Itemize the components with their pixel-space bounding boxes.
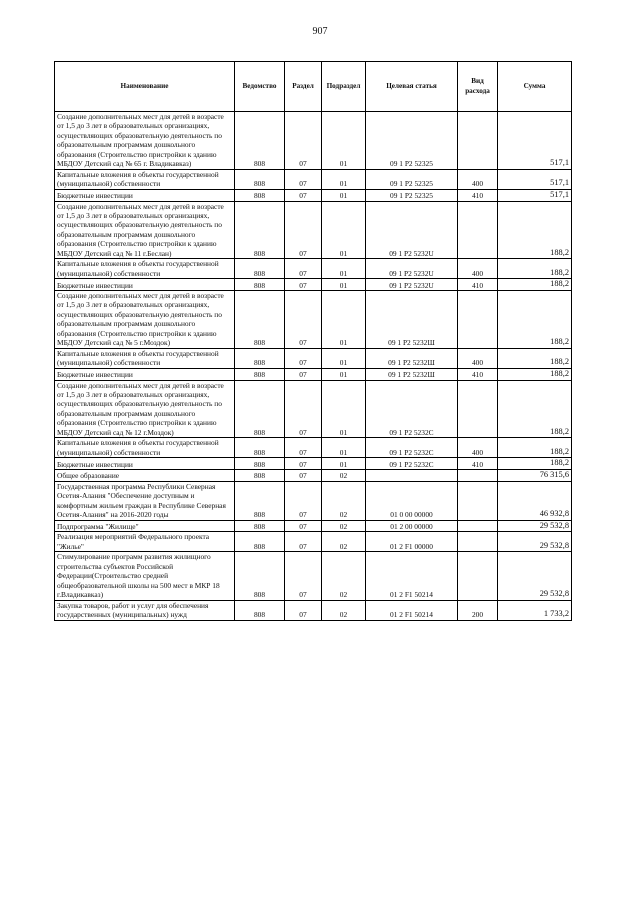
cell-name: Бюджетные инвестиции (55, 458, 235, 470)
cell-expense-type (458, 470, 498, 482)
header-sum: Сумма (498, 62, 572, 112)
cell-expense-type: 400 (458, 169, 498, 189)
cell-sum: 517,1 (498, 112, 572, 170)
table-row (55, 348, 572, 368)
cell-sum: 1 733,2 (498, 600, 572, 620)
table-header-row (55, 62, 572, 112)
table-row (55, 600, 572, 620)
header-name: Наименование (55, 62, 235, 112)
cell-section: 07 (285, 112, 322, 170)
cell-target-article: 09 1 P2 5232U (366, 201, 458, 259)
cell-expense-type: 400 (458, 348, 498, 368)
cell-expense-type: 400 (458, 438, 498, 458)
cell-subsection: 01 (322, 189, 366, 201)
cell-name: Общее образование (55, 470, 235, 482)
cell-subsection: 01 (322, 438, 366, 458)
cell-section: 07 (285, 169, 322, 189)
cell-subsection: 01 (322, 259, 366, 279)
cell-subsection: 01 (322, 380, 366, 438)
cell-subsection: 02 (322, 532, 366, 552)
cell-sum: 188,2 (498, 368, 572, 380)
cell-department: 808 (235, 481, 285, 520)
cell-section: 07 (285, 470, 322, 482)
cell-target-article: 09 1 P2 5232Ш (366, 368, 458, 380)
cell-name: Создание дополнительных мест для детей в возрасте от 1,5 до 3 лет в образовательных организациях, осуществляющих образовательную деятельность по образовательным программам дошкольного образования (Строительство пристройки к зданию МБДОУ Детский сад № 65 г. Владикавказ) (55, 112, 235, 170)
cell-subsection: 02 (322, 552, 366, 600)
cell-department: 808 (235, 259, 285, 279)
cell-subsection: 02 (322, 470, 366, 482)
cell-name: Создание дополнительных мест для детей в возрасте от 1,5 до 3 лет в образовательных организациях, осуществляющих образовательную деятельность по образовательным программам дошкольного образования (Строительство пристройки к зданию МБДОУ Детский сад № 11 г.Беслан) (55, 201, 235, 259)
cell-subsection: 01 (322, 291, 366, 349)
cell-name: Бюджетные инвестиции (55, 368, 235, 380)
budget-table (54, 61, 572, 621)
cell-sum: 188,2 (498, 259, 572, 279)
cell-name: Государственная программа Республики Северная Осетия-Алания "Обеспечение доступным и комфортным жильем граждан в Республике Северная Осетия-Алания" на 2016-2020 годы (55, 481, 235, 520)
table-row (55, 169, 572, 189)
cell-target-article: 09 1 P2 52325 (366, 189, 458, 201)
table-row (55, 470, 572, 482)
cell-expense-type: 400 (458, 259, 498, 279)
cell-sum: 76 315,6 (498, 470, 572, 482)
cell-expense-type: 410 (458, 279, 498, 291)
cell-expense-type: 410 (458, 368, 498, 380)
cell-subsection: 01 (322, 169, 366, 189)
cell-target-article: 09 1 P2 5232С (366, 438, 458, 458)
cell-name: Закупка товаров, работ и услуг для обеспечения государственных (муниципальных) нужд (55, 600, 235, 620)
header-department: Ведомство (235, 62, 285, 112)
cell-expense-type (458, 291, 498, 349)
cell-sum: 29 532,8 (498, 552, 572, 600)
cell-expense-type: 410 (458, 458, 498, 470)
cell-expense-type (458, 552, 498, 600)
cell-department: 808 (235, 112, 285, 170)
cell-target-article (366, 470, 458, 482)
cell-target-article: 01 2 F1 50214 (366, 552, 458, 600)
cell-subsection: 02 (322, 600, 366, 620)
cell-section: 07 (285, 259, 322, 279)
cell-department: 808 (235, 348, 285, 368)
cell-name: Бюджетные инвестиции (55, 189, 235, 201)
cell-name: Создание дополнительных мест для детей в возрасте от 1,5 до 3 лет в образовательных организациях, осуществляющих образовательную деятельность по образовательным программам дошкольного образования (Строительство пристройки к зданию МБДОУ Детский сад № 12 г.Моздок) (55, 380, 235, 438)
cell-department: 808 (235, 532, 285, 552)
cell-department: 808 (235, 201, 285, 259)
cell-expense-type (458, 380, 498, 438)
cell-target-article: 01 2 F1 50214 (366, 600, 458, 620)
cell-department: 808 (235, 458, 285, 470)
cell-section: 07 (285, 201, 322, 259)
cell-department: 808 (235, 438, 285, 458)
cell-expense-type (458, 520, 498, 532)
cell-sum: 517,1 (498, 169, 572, 189)
cell-expense-type (458, 481, 498, 520)
cell-sum: 188,2 (498, 291, 572, 349)
cell-sum: 46 932,8 (498, 481, 572, 520)
cell-section: 07 (285, 532, 322, 552)
cell-section: 07 (285, 279, 322, 291)
cell-target-article: 09 1 P2 5232Ш (366, 348, 458, 368)
table-row (55, 279, 572, 291)
cell-section: 07 (285, 368, 322, 380)
cell-section: 07 (285, 481, 322, 520)
cell-target-article: 01 0 00 00000 (366, 481, 458, 520)
cell-sum: 29 532,8 (498, 532, 572, 552)
cell-target-article: 09 1 P2 52325 (366, 169, 458, 189)
cell-subsection: 01 (322, 458, 366, 470)
cell-department: 808 (235, 189, 285, 201)
cell-subsection: 02 (322, 481, 366, 520)
table-row (55, 552, 572, 600)
cell-subsection: 01 (322, 112, 366, 170)
cell-department: 808 (235, 169, 285, 189)
cell-expense-type (458, 112, 498, 170)
cell-subsection: 01 (322, 279, 366, 291)
cell-department: 808 (235, 520, 285, 532)
cell-name: Капитальные вложения в объекты государственной (муниципальной) собственности (55, 169, 235, 189)
cell-sum: 188,2 (498, 458, 572, 470)
cell-section: 07 (285, 520, 322, 532)
cell-name: Бюджетные инвестиции (55, 279, 235, 291)
cell-section: 07 (285, 380, 322, 438)
cell-target-article: 09 1 P2 5232U (366, 259, 458, 279)
cell-sum: 517,1 (498, 189, 572, 201)
cell-section: 07 (285, 348, 322, 368)
cell-section: 07 (285, 438, 322, 458)
cell-expense-type (458, 532, 498, 552)
cell-sum: 188,2 (498, 279, 572, 291)
header-section: Раздел (285, 62, 322, 112)
cell-target-article: 09 1 P2 5232С (366, 380, 458, 438)
table-row (55, 380, 572, 438)
cell-section: 07 (285, 458, 322, 470)
table-row (55, 438, 572, 458)
header-target-article: Целевая статья (366, 62, 458, 112)
cell-name: Подпрограмма "Жилище" (55, 520, 235, 532)
cell-expense-type: 410 (458, 189, 498, 201)
cell-name: Капитальные вложения в объекты государственной (муниципальной) собственности (55, 438, 235, 458)
cell-section: 07 (285, 189, 322, 201)
cell-name: Реализация мероприятий Федерального проекта "Жилье" (55, 532, 235, 552)
cell-section: 07 (285, 552, 322, 600)
cell-target-article: 09 1 P2 52325 (366, 112, 458, 170)
table-row (55, 532, 572, 552)
table-row (55, 520, 572, 532)
cell-section: 07 (285, 291, 322, 349)
cell-subsection: 01 (322, 368, 366, 380)
cell-target-article: 09 1 P2 5232U (366, 279, 458, 291)
table-row (55, 259, 572, 279)
cell-department: 808 (235, 552, 285, 600)
header-subsection: Подраздел (322, 62, 366, 112)
cell-department: 808 (235, 291, 285, 349)
table-row (55, 201, 572, 259)
cell-name: Капитальные вложения в объекты государственной (муниципальной) собственности (55, 259, 235, 279)
table-row (55, 481, 572, 520)
cell-name: Стимулирование программ развития жилищного строительства субъектов Российской Федерации(Строительство средней общеобразовательной школы на 500 мест в МКР 18 г.Владикавказ) (55, 552, 235, 600)
cell-expense-type (458, 201, 498, 259)
cell-target-article: 09 1 P2 5232С (366, 458, 458, 470)
cell-subsection: 01 (322, 348, 366, 368)
cell-target-article: 01 2 F1 00000 (366, 532, 458, 552)
table-row (55, 458, 572, 470)
page-number: 907 (312, 26, 328, 37)
cell-target-article: 01 2 00 00000 (366, 520, 458, 532)
cell-department: 808 (235, 600, 285, 620)
cell-department: 808 (235, 470, 285, 482)
table-row (55, 368, 572, 380)
cell-sum: 188,2 (498, 348, 572, 368)
cell-subsection: 01 (322, 201, 366, 259)
cell-sum: 188,2 (498, 380, 572, 438)
header-expense-type: Вид расхода (458, 62, 498, 112)
cell-target-article: 09 1 P2 5232Ш (366, 291, 458, 349)
cell-section: 07 (285, 600, 322, 620)
cell-department: 808 (235, 380, 285, 438)
cell-department: 808 (235, 279, 285, 291)
cell-department: 808 (235, 368, 285, 380)
cell-sum: 29 532,8 (498, 520, 572, 532)
cell-sum: 188,2 (498, 201, 572, 259)
cell-expense-type: 200 (458, 600, 498, 620)
table-row (55, 189, 572, 201)
table-row (55, 112, 572, 170)
cell-name: Капитальные вложения в объекты государственной (муниципальной) собственности (55, 348, 235, 368)
cell-name: Создание дополнительных мест для детей в возрасте от 1,5 до 3 лет в образовательных организациях, осуществляющих образовательную деятельность по образовательным программам дошкольного образования (Строительство пристройки к зданию МБДОУ Детский сад № 5 г.Моздок) (55, 291, 235, 349)
cell-subsection: 02 (322, 520, 366, 532)
cell-sum: 188,2 (498, 438, 572, 458)
table-row (55, 291, 572, 349)
